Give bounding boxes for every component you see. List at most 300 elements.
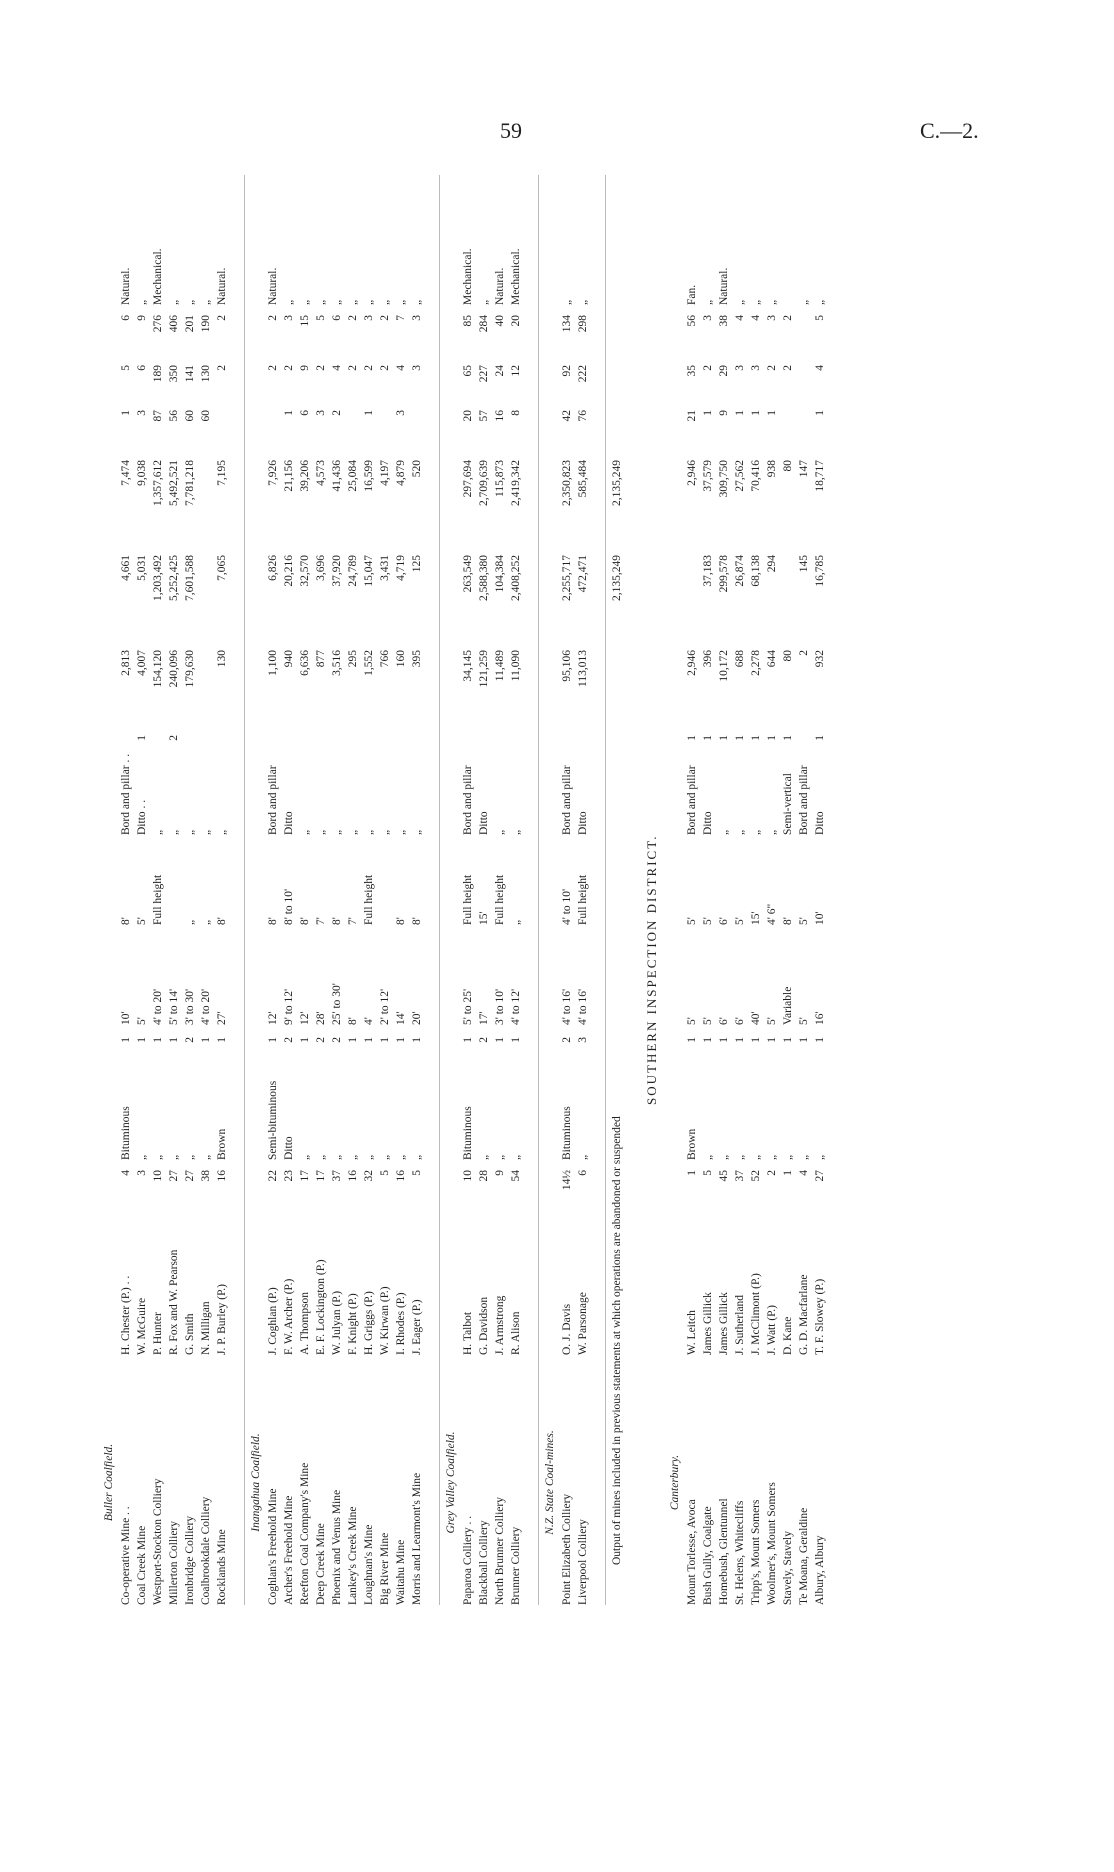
cell-thick: 5' to 14'	[168, 988, 180, 1025]
table-row	[686, 175, 702, 1605]
cell-h3: 56	[686, 315, 698, 327]
cell-vent: „	[283, 299, 295, 305]
cell-h3: 3	[766, 315, 778, 321]
cell-h1: 21	[686, 410, 698, 422]
cell-owner: D. Kane	[782, 1316, 794, 1355]
cell-seams: 1	[702, 1037, 714, 1043]
cell-owner: P. Hunter	[152, 1312, 164, 1355]
cell-meth: Semi-vertical	[782, 773, 794, 835]
cell-meth: Bord and pillar	[267, 765, 279, 835]
cell-o1: 95,106	[561, 650, 573, 682]
cell-meth: Bord and pillar . .	[120, 753, 132, 835]
cell-name: North Brunner Colliery	[494, 1497, 506, 1605]
cell-seams: 1	[168, 1037, 180, 1043]
cell-emp: 17	[315, 1170, 327, 1182]
cell-seams: 3	[577, 1037, 589, 1043]
cell-h1: 1	[814, 410, 826, 416]
cell-o1: 80	[782, 650, 794, 662]
cell-o1: 688	[734, 650, 746, 668]
cell-h3: 276	[152, 315, 164, 333]
cell-o2: 68,138	[750, 555, 762, 587]
cell-o1: 395	[411, 650, 423, 668]
cell-o2: 294	[766, 555, 778, 573]
cell-o3: 147	[798, 460, 810, 478]
cell-h3: 9	[136, 315, 148, 321]
cell-emp: 52	[750, 1170, 762, 1182]
cell-kind: „	[184, 1154, 196, 1160]
cell-o2: 2,408,252	[510, 555, 522, 601]
cell-h2: 2	[379, 365, 391, 371]
cell-vent: Mechanical.	[152, 248, 164, 305]
cell-owner: F. Knight (P.)	[347, 1293, 359, 1355]
cell-meth: Bord and pillar	[798, 765, 810, 835]
cell-o2: 7,065	[216, 555, 228, 581]
divider	[244, 175, 245, 1605]
cell-h1: 1	[120, 410, 132, 416]
cell-thick: 5'	[766, 1017, 778, 1025]
cell-o1: 11,489	[494, 650, 506, 682]
cell-o2: 3,696	[315, 555, 327, 581]
cell-o3: 938	[766, 460, 778, 478]
cell-name: Liverpool Colliery	[577, 1519, 589, 1605]
cell-vent: „	[136, 299, 148, 305]
cell-vent: Natural.	[120, 267, 132, 305]
cell-meth: „	[315, 829, 327, 835]
cell-work: 8'	[395, 917, 407, 925]
cell-o2: 20,216	[283, 555, 295, 587]
cell-owner: T. F. Slowey (P.)	[814, 1278, 826, 1355]
table-row	[184, 175, 200, 1605]
cell-emp: 3	[136, 1170, 148, 1176]
table-row	[331, 175, 347, 1605]
cell-emp: 10	[462, 1170, 474, 1182]
cell-emp: 2	[766, 1170, 778, 1176]
cell-h2: 2	[315, 365, 327, 371]
table-row	[782, 175, 798, 1605]
cell-o1: 295	[347, 650, 359, 668]
cell-vent: Fan.	[686, 284, 698, 305]
cell-seams: 1	[267, 1037, 279, 1043]
cell-h3: 298	[577, 315, 589, 333]
cell-emp: 1	[782, 1170, 794, 1176]
cell-kind: Ditto	[283, 1136, 295, 1160]
cell-o3: 2,350,823	[561, 460, 573, 506]
cell-thick: 6'	[734, 1017, 746, 1025]
cell-h1: 3	[136, 410, 148, 416]
table-row	[510, 175, 526, 1605]
cell-h1: 2	[331, 410, 343, 416]
cell-vent: „	[200, 299, 212, 305]
cell-thick: 5'	[686, 1017, 698, 1025]
cell-emp: 5	[411, 1170, 423, 1176]
cell-work: 8'	[120, 917, 132, 925]
cell-h2: 4	[814, 365, 826, 371]
cell-meth: Bord and pillar	[686, 765, 698, 835]
cell-meth: „	[331, 829, 343, 835]
cell-cnt: 2	[168, 735, 180, 741]
cell-h2: 130	[200, 365, 212, 383]
cell-thick: 9' to 12'	[283, 988, 295, 1025]
cell-vent: „	[734, 299, 746, 305]
abandoned-note: Output of mines included in previous statements at which operations are abandoned or suspended	[611, 1116, 623, 1565]
cell-emp: 17	[299, 1170, 311, 1182]
cell-o1: 877	[315, 650, 327, 668]
cell-kind: „	[702, 1154, 714, 1160]
cell-meth: Ditto	[814, 811, 826, 835]
cell-name: St. Helens, Whitecliffs	[734, 1500, 746, 1605]
cell-emp: 27	[814, 1170, 826, 1182]
cell-seams: 1	[494, 1037, 506, 1043]
cell-meth: Ditto	[577, 811, 589, 835]
cell-kind: „	[814, 1154, 826, 1160]
cell-owner: G. D. Macfarlane	[798, 1274, 810, 1355]
cell-kind: „	[331, 1154, 343, 1160]
cell-emp: 4	[798, 1170, 810, 1176]
cell-o3: 7,195	[216, 460, 228, 486]
cell-meth: Bord and pillar	[462, 765, 474, 835]
cell-kind: „	[478, 1154, 490, 1160]
cell-owner: J. Eager (P.)	[411, 1299, 423, 1355]
cell-vent: „	[750, 299, 762, 305]
cell-owner: G. Smith	[184, 1313, 196, 1355]
cell-name: Lankey's Creek Mine	[347, 1506, 359, 1605]
cell-h3: 38	[718, 315, 730, 327]
cell-vent: „	[478, 299, 490, 305]
cell-owner: G. Davidson	[478, 1296, 490, 1355]
cell-seams: 2	[561, 1037, 573, 1043]
cell-h2: 222	[577, 365, 589, 383]
cell-name: Co-operative Mine . .	[120, 1506, 132, 1605]
cell-kind: Bituminous	[120, 1106, 132, 1160]
cell-owner: R. Fox and W. Pearson	[168, 1249, 180, 1355]
cell-seams: 1	[136, 1037, 148, 1043]
cell-o2: 7,601,588	[184, 555, 196, 601]
cell-o2: 263,549	[462, 555, 474, 593]
table-row	[200, 175, 216, 1605]
cell-h2: 29	[718, 365, 730, 377]
cell-owner: N. Milligan	[200, 1301, 212, 1355]
cell-vent: „	[363, 299, 375, 305]
cell-name: Point Elizabeth Colliery	[561, 1493, 573, 1605]
cell-o1: 940	[283, 650, 295, 668]
cell-kind: Bituminous	[462, 1106, 474, 1160]
table-row	[120, 175, 136, 1605]
cell-o3: 39,206	[299, 460, 311, 492]
cell-o3: 585,484	[577, 460, 589, 498]
cell-h1: 8	[510, 410, 522, 416]
cell-name: Coal Creek Mine	[136, 1525, 148, 1605]
cell-h1: 1	[734, 410, 746, 416]
cell-work: Full height	[152, 874, 164, 925]
cell-h3: 4	[734, 315, 746, 321]
table-row	[561, 175, 577, 1605]
cell-work: 8'	[216, 917, 228, 925]
cell-seams: 1	[395, 1037, 407, 1043]
cell-o3: 80	[782, 460, 794, 472]
cell-emp: 32	[363, 1170, 375, 1182]
cell-thick: 4' to 16'	[577, 988, 589, 1025]
cell-emp: 9	[494, 1170, 506, 1176]
cell-emp: 5	[379, 1170, 391, 1176]
cell-h2: 4	[331, 365, 343, 371]
cell-o2: 5,252,425	[168, 555, 180, 601]
cell-o3: 4,197	[379, 460, 391, 486]
cell-kind: „	[577, 1154, 589, 1160]
table-row	[136, 175, 152, 1605]
cell-emp: 14½	[561, 1170, 573, 1191]
cell-h1: 9	[718, 410, 730, 416]
cell-thick: 4'	[363, 1017, 375, 1025]
divider	[538, 175, 539, 1605]
cell-o3: 70,416	[750, 460, 762, 492]
table-row	[363, 175, 379, 1605]
cell-kind: „	[718, 1154, 730, 1160]
table-row	[168, 175, 184, 1605]
cell-owner: W. Leitch	[686, 1310, 698, 1355]
cell-seams: 1	[363, 1037, 375, 1043]
cell-o2: 5,031	[136, 555, 148, 581]
cell-vent: „	[379, 299, 391, 305]
cell-name: Millerton Colliery	[168, 1520, 180, 1605]
cell-seams: 1	[411, 1037, 423, 1043]
cell-work: „	[184, 919, 196, 925]
cell-kind: Brown	[216, 1128, 228, 1160]
cell-seams: 1	[718, 1037, 730, 1043]
cell-work: 8'	[267, 917, 279, 925]
cell-meth: „	[411, 829, 423, 835]
cell-h1: 42	[561, 410, 573, 422]
cell-meth: Ditto	[283, 811, 295, 835]
cell-h3: 5	[814, 315, 826, 321]
cell-seams: 1	[766, 1037, 778, 1043]
cell-name: Coghlan's Freehold Mine	[267, 1488, 279, 1605]
cell-o1: 3,516	[331, 650, 343, 676]
cell-vent: „	[168, 299, 180, 305]
cell-name: Ironbridge Colliery	[184, 1515, 196, 1605]
cell-o1: 2,946	[686, 650, 698, 676]
cell-kind: „	[494, 1154, 506, 1160]
cell-h1: 60	[200, 410, 212, 422]
cell-thick: Variable	[782, 986, 794, 1025]
table-row	[267, 175, 283, 1605]
cell-meth: Ditto	[478, 811, 490, 835]
cell-seams: 1	[216, 1037, 228, 1043]
cell-name: Deep Creek Mine	[315, 1523, 327, 1605]
cell-thick: 16'	[814, 1011, 826, 1025]
cell-o3: 2,709,639	[478, 460, 490, 506]
cell-vent: „	[315, 299, 327, 305]
cell-h1: 3	[315, 410, 327, 416]
cell-o1: 2,278	[750, 650, 762, 676]
cell-vent: „	[702, 299, 714, 305]
cell-kind: „	[363, 1154, 375, 1160]
cell-thick: 4' to 20'	[200, 988, 212, 1025]
cell-h2: 2	[782, 365, 794, 371]
cell-kind: „	[766, 1154, 778, 1160]
cell-o1: 2	[798, 650, 810, 656]
cell-o2: 2,255,717	[561, 555, 573, 601]
cell-o2: 24,789	[347, 555, 359, 587]
cell-seams: 1	[120, 1037, 132, 1043]
cell-owner: W. Parsonage	[577, 1292, 589, 1355]
cell-h1: 1	[750, 410, 762, 416]
cell-thick: 28'	[315, 1011, 327, 1025]
cell-h1: 76	[577, 410, 589, 422]
cell-seams: 1	[462, 1037, 474, 1043]
table-row	[299, 175, 315, 1605]
cell-vent: „	[561, 299, 573, 305]
cell-thick: 5'	[798, 1017, 810, 1025]
cell-vent: „	[798, 299, 810, 305]
cell-h2: 189	[152, 365, 164, 383]
cell-work: 5'	[686, 917, 698, 925]
cell-o3: 9,038	[136, 460, 148, 486]
cell-kind: „	[379, 1154, 391, 1160]
cell-meth: Ditto . .	[136, 799, 148, 835]
cell-o1: 34,145	[462, 650, 474, 682]
cell-owner: W. McGuire	[136, 1297, 148, 1355]
cell-meth: „	[152, 829, 164, 835]
cell-seams: 1	[347, 1037, 359, 1043]
cell-vent: Natural.	[216, 267, 228, 305]
cell-o1: 130	[216, 650, 228, 668]
cell-work: „	[200, 919, 212, 925]
cell-h3: 190	[200, 315, 212, 333]
cell-emp: 10	[152, 1170, 164, 1182]
cell-thick: 25' to 30'	[331, 983, 343, 1025]
cell-seams: 2	[283, 1037, 295, 1043]
cell-thick: 4' to 16'	[561, 988, 573, 1025]
cell-kind: „	[798, 1154, 810, 1160]
cell-h3: 5	[315, 315, 327, 321]
cell-owner: J. Armstrong	[494, 1295, 506, 1355]
cell-o2: 472,471	[577, 555, 589, 593]
cell-h2: 12	[510, 365, 522, 377]
cell-o2: 145	[798, 555, 810, 573]
cell-meth: „	[750, 829, 762, 835]
cell-emp: 37	[331, 1170, 343, 1182]
cell-vent: „	[395, 299, 407, 305]
table-row	[577, 175, 593, 1605]
cell-work: Full height	[462, 874, 474, 925]
cell-kind: „	[782, 1154, 794, 1160]
table-row	[734, 175, 750, 1605]
cell-meth: „	[216, 829, 228, 835]
coalfield-title: Inangahua Coalfield.	[250, 1433, 262, 1532]
cell-vent: Mechanical.	[462, 248, 474, 305]
cell-work: „	[510, 919, 522, 925]
cell-h3: 2	[347, 315, 359, 321]
cell-meth: „	[766, 829, 778, 835]
cell-work: 8'	[299, 917, 311, 925]
cell-o1: 644	[766, 650, 778, 668]
cell-meth: „	[168, 829, 180, 835]
cell-h3: 85	[462, 315, 474, 327]
cell-meth: „	[347, 829, 359, 835]
cell-emp: 4	[120, 1170, 132, 1176]
cell-kind: Bituminous	[561, 1106, 573, 1160]
note-value: 2,135,249	[611, 460, 623, 506]
cell-o2: 16,785	[814, 555, 826, 587]
cell-kind: „	[152, 1154, 164, 1160]
cell-o1: 240,096	[168, 650, 180, 688]
cell-thick: 12'	[299, 1011, 311, 1025]
cell-h2: 2	[347, 365, 359, 371]
cell-emp: 16	[347, 1170, 359, 1182]
cell-cnt: 1	[750, 735, 762, 741]
cell-kind: „	[510, 1154, 522, 1160]
cell-o3: 7,926	[267, 460, 279, 486]
cell-thick: 27'	[216, 1011, 228, 1025]
cell-seams: 2	[478, 1037, 490, 1043]
cell-h2: 2	[766, 365, 778, 371]
cell-h2: 3	[411, 365, 423, 371]
table-row	[814, 175, 830, 1605]
cell-o1: 766	[379, 650, 391, 668]
cell-seams: 1	[510, 1037, 522, 1043]
cell-name: Loughnan's Mine	[363, 1524, 375, 1605]
cell-h3: 3	[363, 315, 375, 321]
cell-emp: 22	[267, 1170, 279, 1182]
cell-thick: 3' to 30'	[184, 988, 196, 1025]
cell-name: Waitahu Mine	[395, 1539, 407, 1605]
table-row	[750, 175, 766, 1605]
cell-o3: 41,436	[331, 460, 343, 492]
cell-o1: 6,636	[299, 650, 311, 676]
cell-emp: 28	[478, 1170, 490, 1182]
coalfield-title: Buller Coalfield.	[103, 1443, 115, 1522]
cell-h2: 35	[686, 365, 698, 377]
cell-cnt: 1	[702, 735, 714, 741]
cell-work: Full height	[363, 874, 375, 925]
cell-o3: 2,946	[686, 460, 698, 486]
cell-vent: „	[814, 299, 826, 305]
cell-h1: 1	[766, 410, 778, 416]
cell-meth: Bord and pillar	[561, 765, 573, 835]
cell-name: Rocklands Mine	[216, 1529, 228, 1605]
cell-seams: 2	[331, 1037, 343, 1043]
cell-emp: 5	[702, 1170, 714, 1176]
cell-seams: 1	[152, 1037, 164, 1043]
cell-meth: „	[494, 829, 506, 835]
cell-seams: 1	[782, 1037, 794, 1043]
cell-h1: 60	[184, 410, 196, 422]
cell-h1: 6	[299, 410, 311, 416]
cell-h2: 3	[750, 365, 762, 371]
cell-seams: 1	[686, 1037, 698, 1043]
cell-name: Albury, Albury	[814, 1535, 826, 1605]
cell-kind: „	[395, 1154, 407, 1160]
cell-kind: „	[750, 1154, 762, 1160]
cell-work: 5'	[798, 917, 810, 925]
cell-kind: Brown	[686, 1128, 698, 1160]
cell-h3: 3	[702, 315, 714, 321]
cell-h2: 350	[168, 365, 180, 383]
table-row	[315, 175, 331, 1605]
cell-o1: 179,630	[184, 650, 196, 688]
cell-vent: „	[299, 299, 311, 305]
cell-work: 5'	[734, 917, 746, 925]
cell-meth: „	[184, 829, 196, 835]
cell-o2: 4,719	[395, 555, 407, 581]
table-row	[494, 175, 510, 1605]
cell-o3: 18,717	[814, 460, 826, 492]
cell-h3: 40	[494, 315, 506, 327]
cell-h3: 3	[283, 315, 295, 321]
cell-o1: 10,172	[718, 650, 730, 682]
cell-o3: 4,879	[395, 460, 407, 486]
cell-h1: 1	[702, 410, 714, 416]
